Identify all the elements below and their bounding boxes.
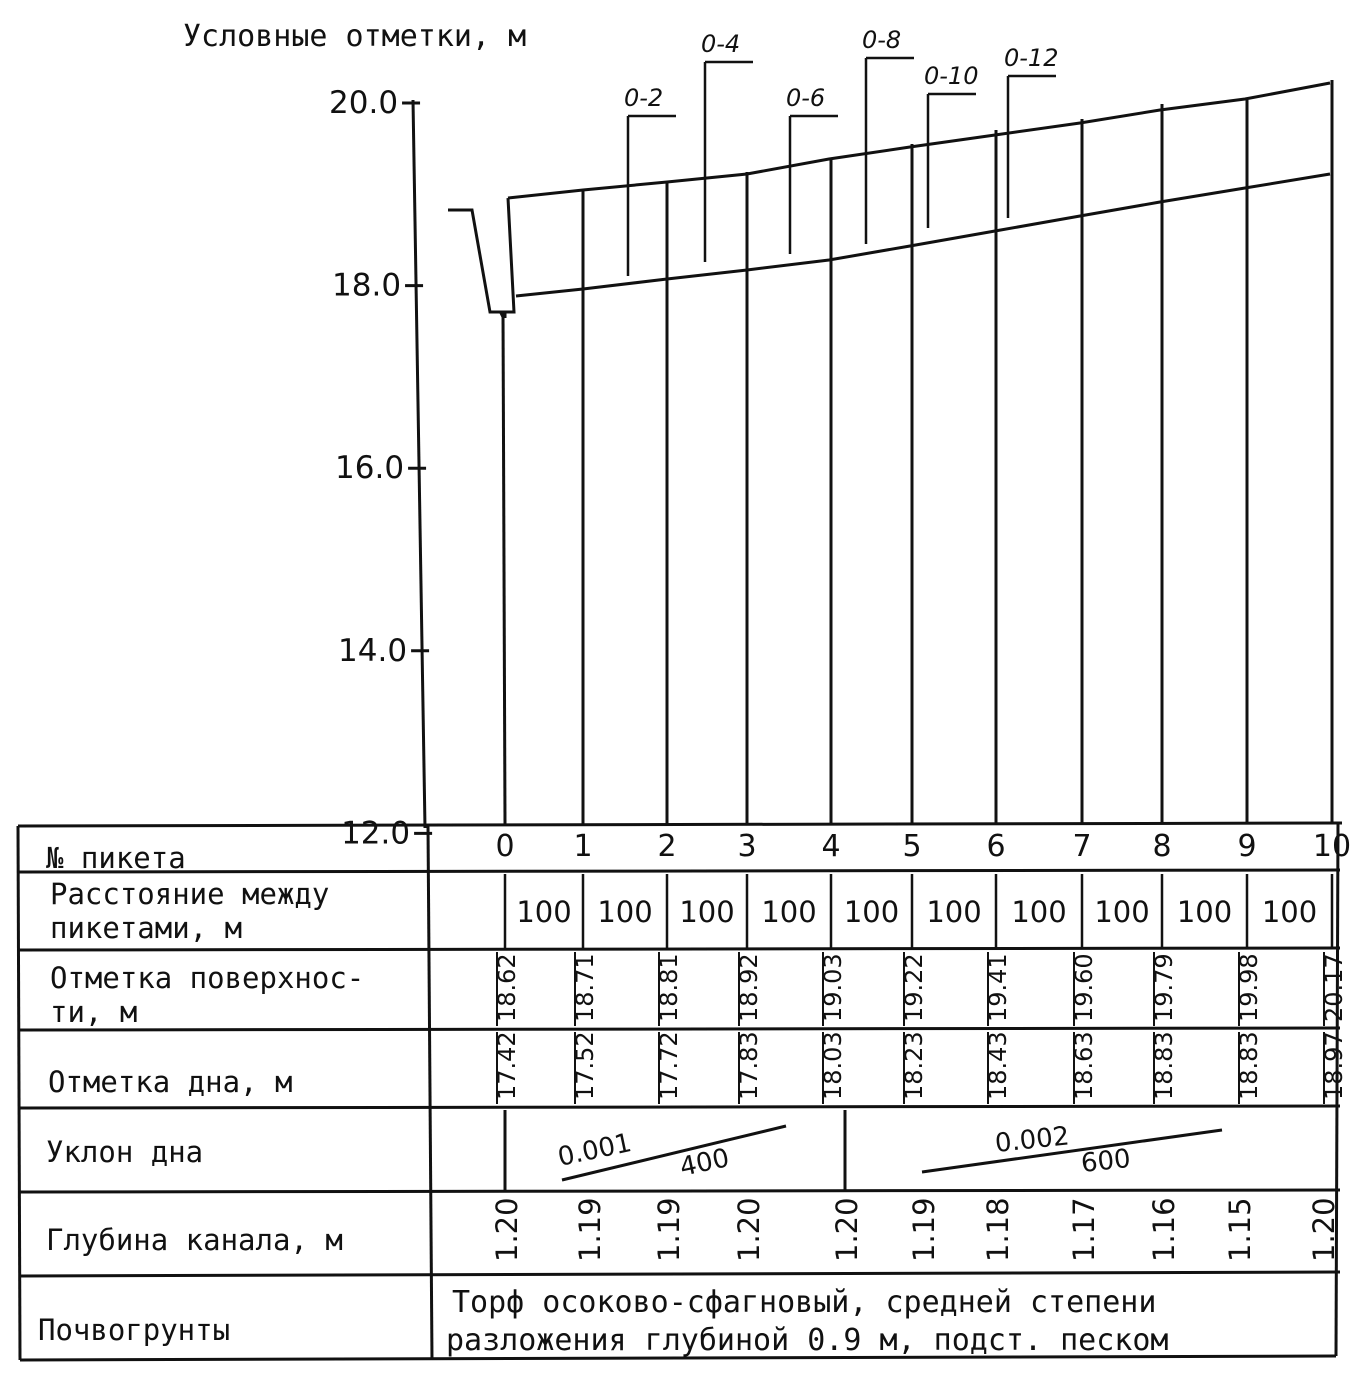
bottom-value: 18.63: [1070, 1031, 1098, 1100]
axis-tick-label: 14.0: [338, 632, 408, 669]
picket-number: 0: [495, 829, 515, 864]
picket-number: 8: [1152, 829, 1172, 864]
picket-line: [503, 312, 505, 824]
section-mark-label: 0-12: [1004, 44, 1059, 72]
surface-value: 18.92: [735, 953, 763, 1022]
slope-2-line: [922, 1130, 1222, 1172]
surface-value: 18.71: [571, 953, 599, 1022]
distance-value: 100: [597, 895, 653, 929]
row-label-soil: Почвогрунты: [38, 1313, 231, 1347]
depth-value: 1.18: [981, 1197, 1015, 1262]
bottom-value: 18.83: [1235, 1031, 1263, 1100]
bottom-value: 18.97: [1320, 1031, 1348, 1100]
surface-value: 19.79: [1150, 953, 1178, 1022]
slope-1-length: 400: [677, 1143, 733, 1183]
surface-value: 19.22: [900, 953, 928, 1022]
table-left-border: [18, 826, 20, 1360]
row-label-distance-line2: пикетами, м: [50, 911, 243, 945]
depth-value: 1.20: [732, 1197, 766, 1262]
distance-value: 100: [516, 895, 572, 929]
depth-value: 1.19: [907, 1197, 941, 1262]
section-mark-label: 0-4: [701, 30, 741, 58]
surface-cells: [493, 952, 1348, 1026]
row-divider: [20, 1272, 1340, 1276]
depth-value: 1.20: [830, 1197, 864, 1262]
axis-title: Условные отметки, м: [183, 19, 527, 54]
picket-number: 3: [737, 829, 757, 864]
distance-value: 100: [761, 895, 817, 929]
picket-number: 10: [1312, 829, 1352, 864]
axis-tick-label: 12.0: [341, 815, 411, 852]
label-column-divider: [428, 826, 432, 1360]
section-mark-label: 0-2: [624, 84, 664, 112]
bottom-value: 18.83: [1150, 1031, 1178, 1100]
profile-table: [18, 823, 1351, 1360]
bottom-value: 18.03: [819, 1031, 847, 1100]
row-divider: [19, 1190, 1340, 1192]
surface-value: 19.41: [984, 953, 1012, 1022]
distance-value: 100: [926, 895, 982, 929]
row-divider: [19, 1028, 1340, 1030]
section-mark-label: 0-10: [924, 62, 979, 90]
picket-numbers: [495, 829, 1351, 864]
bottom-value: 17.52: [571, 1031, 599, 1100]
depth-cells: [490, 1197, 1341, 1262]
section-mark-label: 0-8: [862, 26, 902, 54]
table-top-border: [18, 823, 1342, 826]
section-mark-label: 0-6: [786, 84, 826, 112]
depth-value: 1.20: [1307, 1197, 1341, 1262]
canal-bottom-line: [516, 174, 1330, 296]
distance-value: 100: [1176, 895, 1233, 929]
surface-value: 19.98: [1235, 953, 1263, 1022]
picket-number: 4: [821, 829, 841, 864]
depth-value: 1.15: [1223, 1197, 1257, 1262]
row-label-distance-line1: Расстояние между: [50, 877, 330, 911]
row-divider: [19, 1106, 1340, 1108]
row-label-slope: Уклон дна: [46, 1135, 204, 1169]
elevation-axis-line: [413, 100, 425, 828]
soil-description-line1: Торф осоково-сфагновый, средней степени: [452, 1285, 1157, 1320]
slope-1-value: 0.001: [555, 1128, 635, 1173]
bottom-value: 17.42: [493, 1031, 521, 1100]
row-divider: [18, 870, 1340, 872]
distance-value: 100: [843, 895, 900, 929]
depth-value: 1.17: [1067, 1197, 1101, 1262]
surface-value: 18.81: [655, 953, 683, 1022]
bottom-value: 18.43: [984, 1031, 1012, 1100]
axis-tick-label: 20.0: [329, 85, 399, 121]
surface-value: 20.17: [1320, 953, 1348, 1022]
depth-value: 1.20: [490, 1197, 524, 1262]
depth-value: 1.19: [573, 1197, 607, 1262]
row-label-surface-line1: Отметка поверхнос-: [50, 961, 365, 995]
bottom-value: 17.72: [655, 1031, 683, 1100]
distance-value: 100: [679, 895, 735, 929]
depth-value: 1.19: [652, 1197, 686, 1262]
surface-value: 19.03: [819, 953, 847, 1022]
depth-value: 1.16: [1147, 1197, 1181, 1262]
distance-value: 100: [1094, 895, 1150, 929]
picket-number: 1: [573, 829, 593, 864]
bottom-value: 17.83: [735, 1031, 763, 1100]
row-label-bottom: Отметка дна, м: [48, 1065, 293, 1099]
axis-tick-label: 16.0: [335, 450, 405, 487]
distance-cells: [505, 874, 1332, 948]
picket-number: 2: [657, 829, 677, 864]
section-marks: [624, 26, 1058, 276]
row-label-depth: Глубина канала, м: [46, 1223, 343, 1257]
surface-value: 19.60: [1070, 953, 1098, 1022]
picket-number: 6: [986, 829, 1006, 864]
picket-number: 7: [1072, 829, 1092, 864]
bottom-cells: [493, 1031, 1348, 1104]
picket-number: 9: [1237, 829, 1257, 864]
soil-description-line2: разложения глубиной 0.9 м, подст. песком: [446, 1323, 1169, 1358]
slope-2-length: 600: [1079, 1143, 1133, 1179]
row-label-surface-line2: ти, м: [50, 995, 138, 1029]
slope-2-value: 0.002: [993, 1121, 1071, 1159]
row-divider: [18, 948, 1340, 950]
bottom-value: 18.23: [900, 1031, 928, 1100]
surface-value: 18.62: [493, 953, 521, 1022]
distance-value: 100: [1261, 895, 1318, 929]
distance-value: 100: [1011, 895, 1067, 929]
axis-tick-label: 18.0: [332, 267, 402, 304]
row-label-picket: № пикета: [46, 841, 186, 875]
canal-inlet-sketch: [448, 198, 514, 312]
picket-number: 5: [902, 829, 922, 864]
axis-ticks: [329, 85, 432, 851]
